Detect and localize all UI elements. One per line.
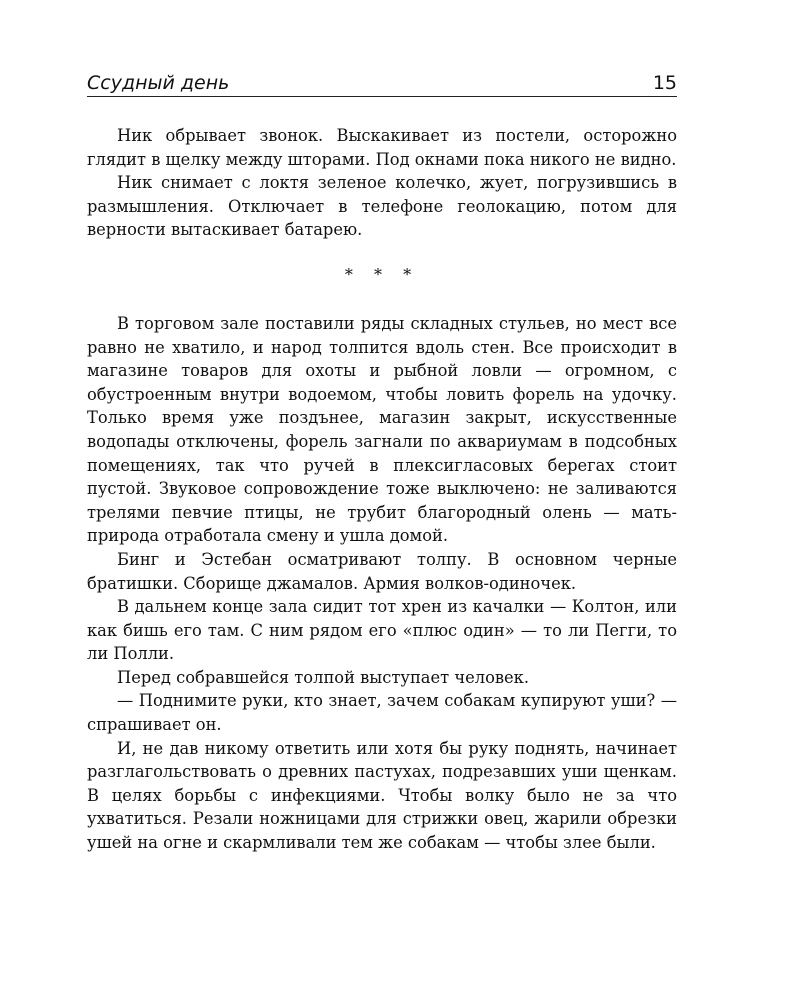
paragraph: Перед собравшейся толпой выступает человек. (117, 667, 530, 687)
paragraph: Ник обрывает звонок. Выскакивает из постели, осторожно глядит в щелку между шторами. Под окнами пока никого не видно. (87, 126, 677, 169)
paragraph: И, не дав никому ответить или хотя бы руку поднять, начинает разглагольствовать о древних пастухах, подрезавших уши щенкам. В целях борьбы с инфекциями. Чтобы волку было не за что ухватиться. Резали ножницами для стрижки овец, жарили обрезки ушей на огне и скармливали тем же собакам — чтобы злее были. (87, 738, 677, 853)
running-head (87, 70, 677, 97)
paragraph: Бинг и Эстебан осматривают толпу. В основном черные братишки. Сборище джамалов. Армия волков-одиночек. (87, 549, 677, 593)
book-page (87, 70, 677, 855)
running-title: Ссудный день (87, 72, 230, 94)
paragraph: В торговом зале поставили ряды складных стульев, но мест все равно не хватило, и народ толпится вдоль стен. Все происходит в магазине товаров для охоты и рыбной ловли — огромном, с обустроенным внутри водоемом, чтобы ловить форель на удочку. Только время уже поздънее, магазин закрыт, искусственные водопады отключены, форель загнали по аквариумам в подсобных помещениях, так что ручей в плексигласовых берегах стоит пустой. Звуковое сопровождение тоже выключено: не заливаются трелями певчие птицы, не трубит благородный олень — мать-природа отработала смену и ушла домой. (87, 313, 677, 546)
body-text (87, 124, 677, 855)
scene-break: * * * (344, 264, 420, 284)
paragraph: Ник снимает с локтя зеленое колечко, жует, погрузившись в размышления. Отключает в телефоне геолокацию, потом для верности вытаскивает батарею. (87, 173, 677, 240)
paragraph: — Поднимите руки, кто знает, зачем собакам купируют уши? — спрашивает он. (87, 691, 677, 735)
paragraph: В дальнем конце зала сидит тот хрен из качалки — Колтон, или как бишь его там. С ним рядом его «плюс один» — то ли Пегги, то ли Полли. (87, 597, 677, 664)
page-number: 15 (652, 72, 677, 94)
